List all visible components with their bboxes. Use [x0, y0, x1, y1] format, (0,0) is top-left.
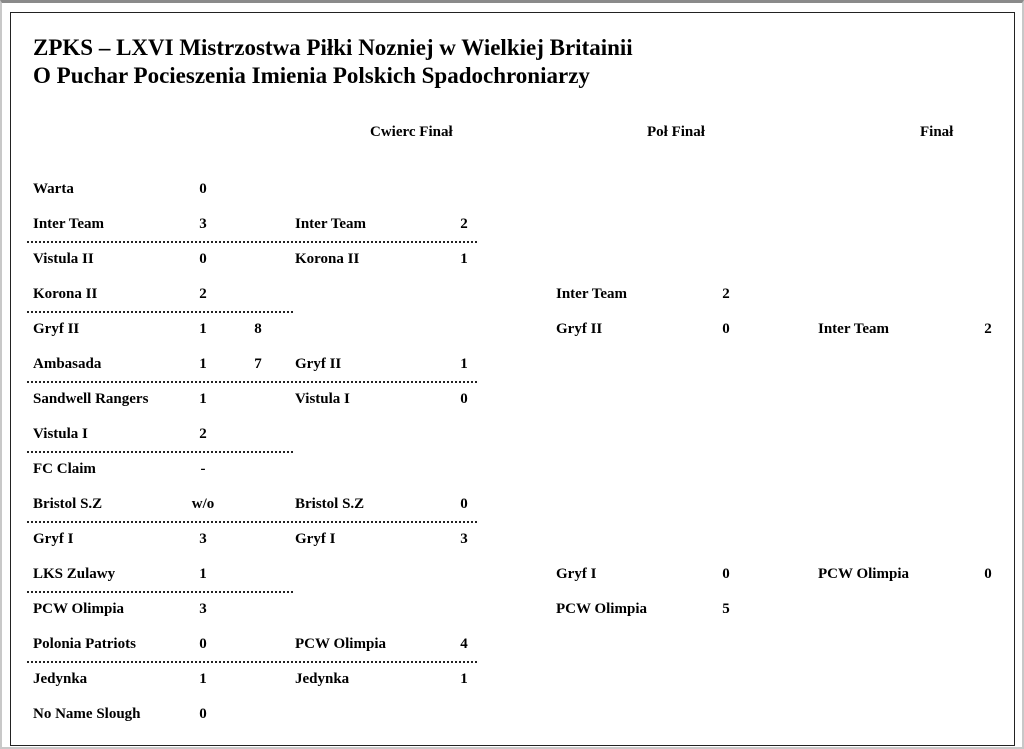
qf-team: PCW Olimpia [295, 636, 386, 652]
qf-score: 1 [460, 251, 468, 267]
round-header-final: Finał [920, 124, 954, 140]
r1-score: 2 [199, 286, 207, 302]
r1-penalty-score: 7 [254, 356, 262, 372]
qf-team: Jedynka [295, 671, 350, 687]
r1-score: 1 [199, 671, 207, 687]
r1-team: Jedynka [33, 671, 88, 687]
r1-score: w/o [191, 496, 215, 512]
r1-team: PCW Olimpia [33, 601, 124, 617]
qf-team: Gryf II [295, 356, 342, 372]
match-separator [27, 381, 293, 383]
qf-score: 1 [460, 671, 468, 687]
final-score: 0 [984, 566, 992, 582]
r1-score: 0 [199, 706, 207, 722]
qf-score: 0 [460, 391, 468, 407]
r1-team: Vistula I [33, 426, 88, 442]
sf-team: Gryf I [556, 566, 597, 582]
qf-score: 0 [460, 496, 468, 512]
qf-team: Inter Team [295, 216, 366, 232]
r1-score: 1 [199, 321, 207, 337]
match-separator [27, 521, 293, 523]
r1-team: Gryf II [33, 321, 80, 337]
r1-team: Ambasada [33, 356, 102, 372]
r1-team: Korona II [33, 286, 98, 302]
r1-score: 1 [199, 566, 207, 582]
match-separator [291, 241, 477, 243]
r1-team: FC Claim [33, 461, 96, 477]
page-title: ZPKS – LXVI Mistrzostwa Piłki Nozniej w Wielkiej Britainii [33, 35, 633, 60]
match-separator [27, 311, 293, 313]
round-header-quarter-final: Cwierc Finał [370, 124, 453, 140]
r1-team: LKS Zulawy [33, 566, 116, 582]
qf-score: 3 [460, 531, 468, 547]
match-separator [291, 381, 477, 383]
r1-team: Vistula II [33, 251, 94, 267]
match-separator [27, 451, 293, 453]
sf-score: 2 [722, 286, 730, 302]
r1-score: 0 [199, 251, 207, 267]
qf-team: Korona II [295, 251, 360, 267]
sf-score: 5 [722, 601, 730, 617]
qf-team: Vistula I [295, 391, 350, 407]
final-team: Inter Team [818, 321, 889, 337]
r1-score: 0 [199, 636, 207, 652]
r1-score: 3 [199, 531, 207, 547]
r1-team: Inter Team [33, 216, 104, 232]
match-separator [27, 591, 293, 593]
r1-team: Polonia Patriots [33, 636, 136, 652]
final-team: PCW Olimpia [818, 566, 909, 582]
match-separator [27, 241, 293, 243]
final-score: 2 [984, 321, 992, 337]
r1-penalty-score: 8 [254, 321, 262, 337]
r1-score: 0 [199, 181, 207, 197]
qf-score: 2 [460, 216, 468, 232]
match-separator [291, 661, 477, 663]
bracket-sheet [10, 12, 1015, 746]
qf-team: Bristol S.Z [295, 496, 365, 512]
sf-team: PCW Olimpia [556, 601, 647, 617]
sf-score: 0 [722, 321, 730, 337]
match-separator [27, 661, 293, 663]
r1-team: Sandwell Rangers [33, 391, 149, 407]
r1-team: Warta [33, 181, 74, 197]
r1-score: 1 [199, 391, 207, 407]
sf-team: Gryf II [556, 321, 603, 337]
sf-team: Inter Team [556, 286, 627, 302]
r1-score: 2 [199, 426, 207, 442]
r1-score: 3 [199, 601, 207, 617]
qf-score: 4 [460, 636, 468, 652]
r1-score: 1 [199, 356, 207, 372]
page-subtitle: O Puchar Pocieszenia Imienia Polskich Spadochroniarzy [33, 63, 590, 88]
r1-team: Gryf I [33, 531, 74, 547]
sf-score: 0 [722, 566, 730, 582]
qf-score: 1 [460, 356, 468, 372]
qf-team: Gryf I [295, 531, 336, 547]
r1-team: No Name Slough [33, 706, 141, 722]
r1-score: - [200, 461, 206, 477]
r1-score: 3 [199, 216, 207, 232]
r1-team: Bristol S.Z [33, 496, 103, 512]
round-header-semi-final: Poł Finał [647, 124, 705, 140]
match-separator [291, 521, 477, 523]
